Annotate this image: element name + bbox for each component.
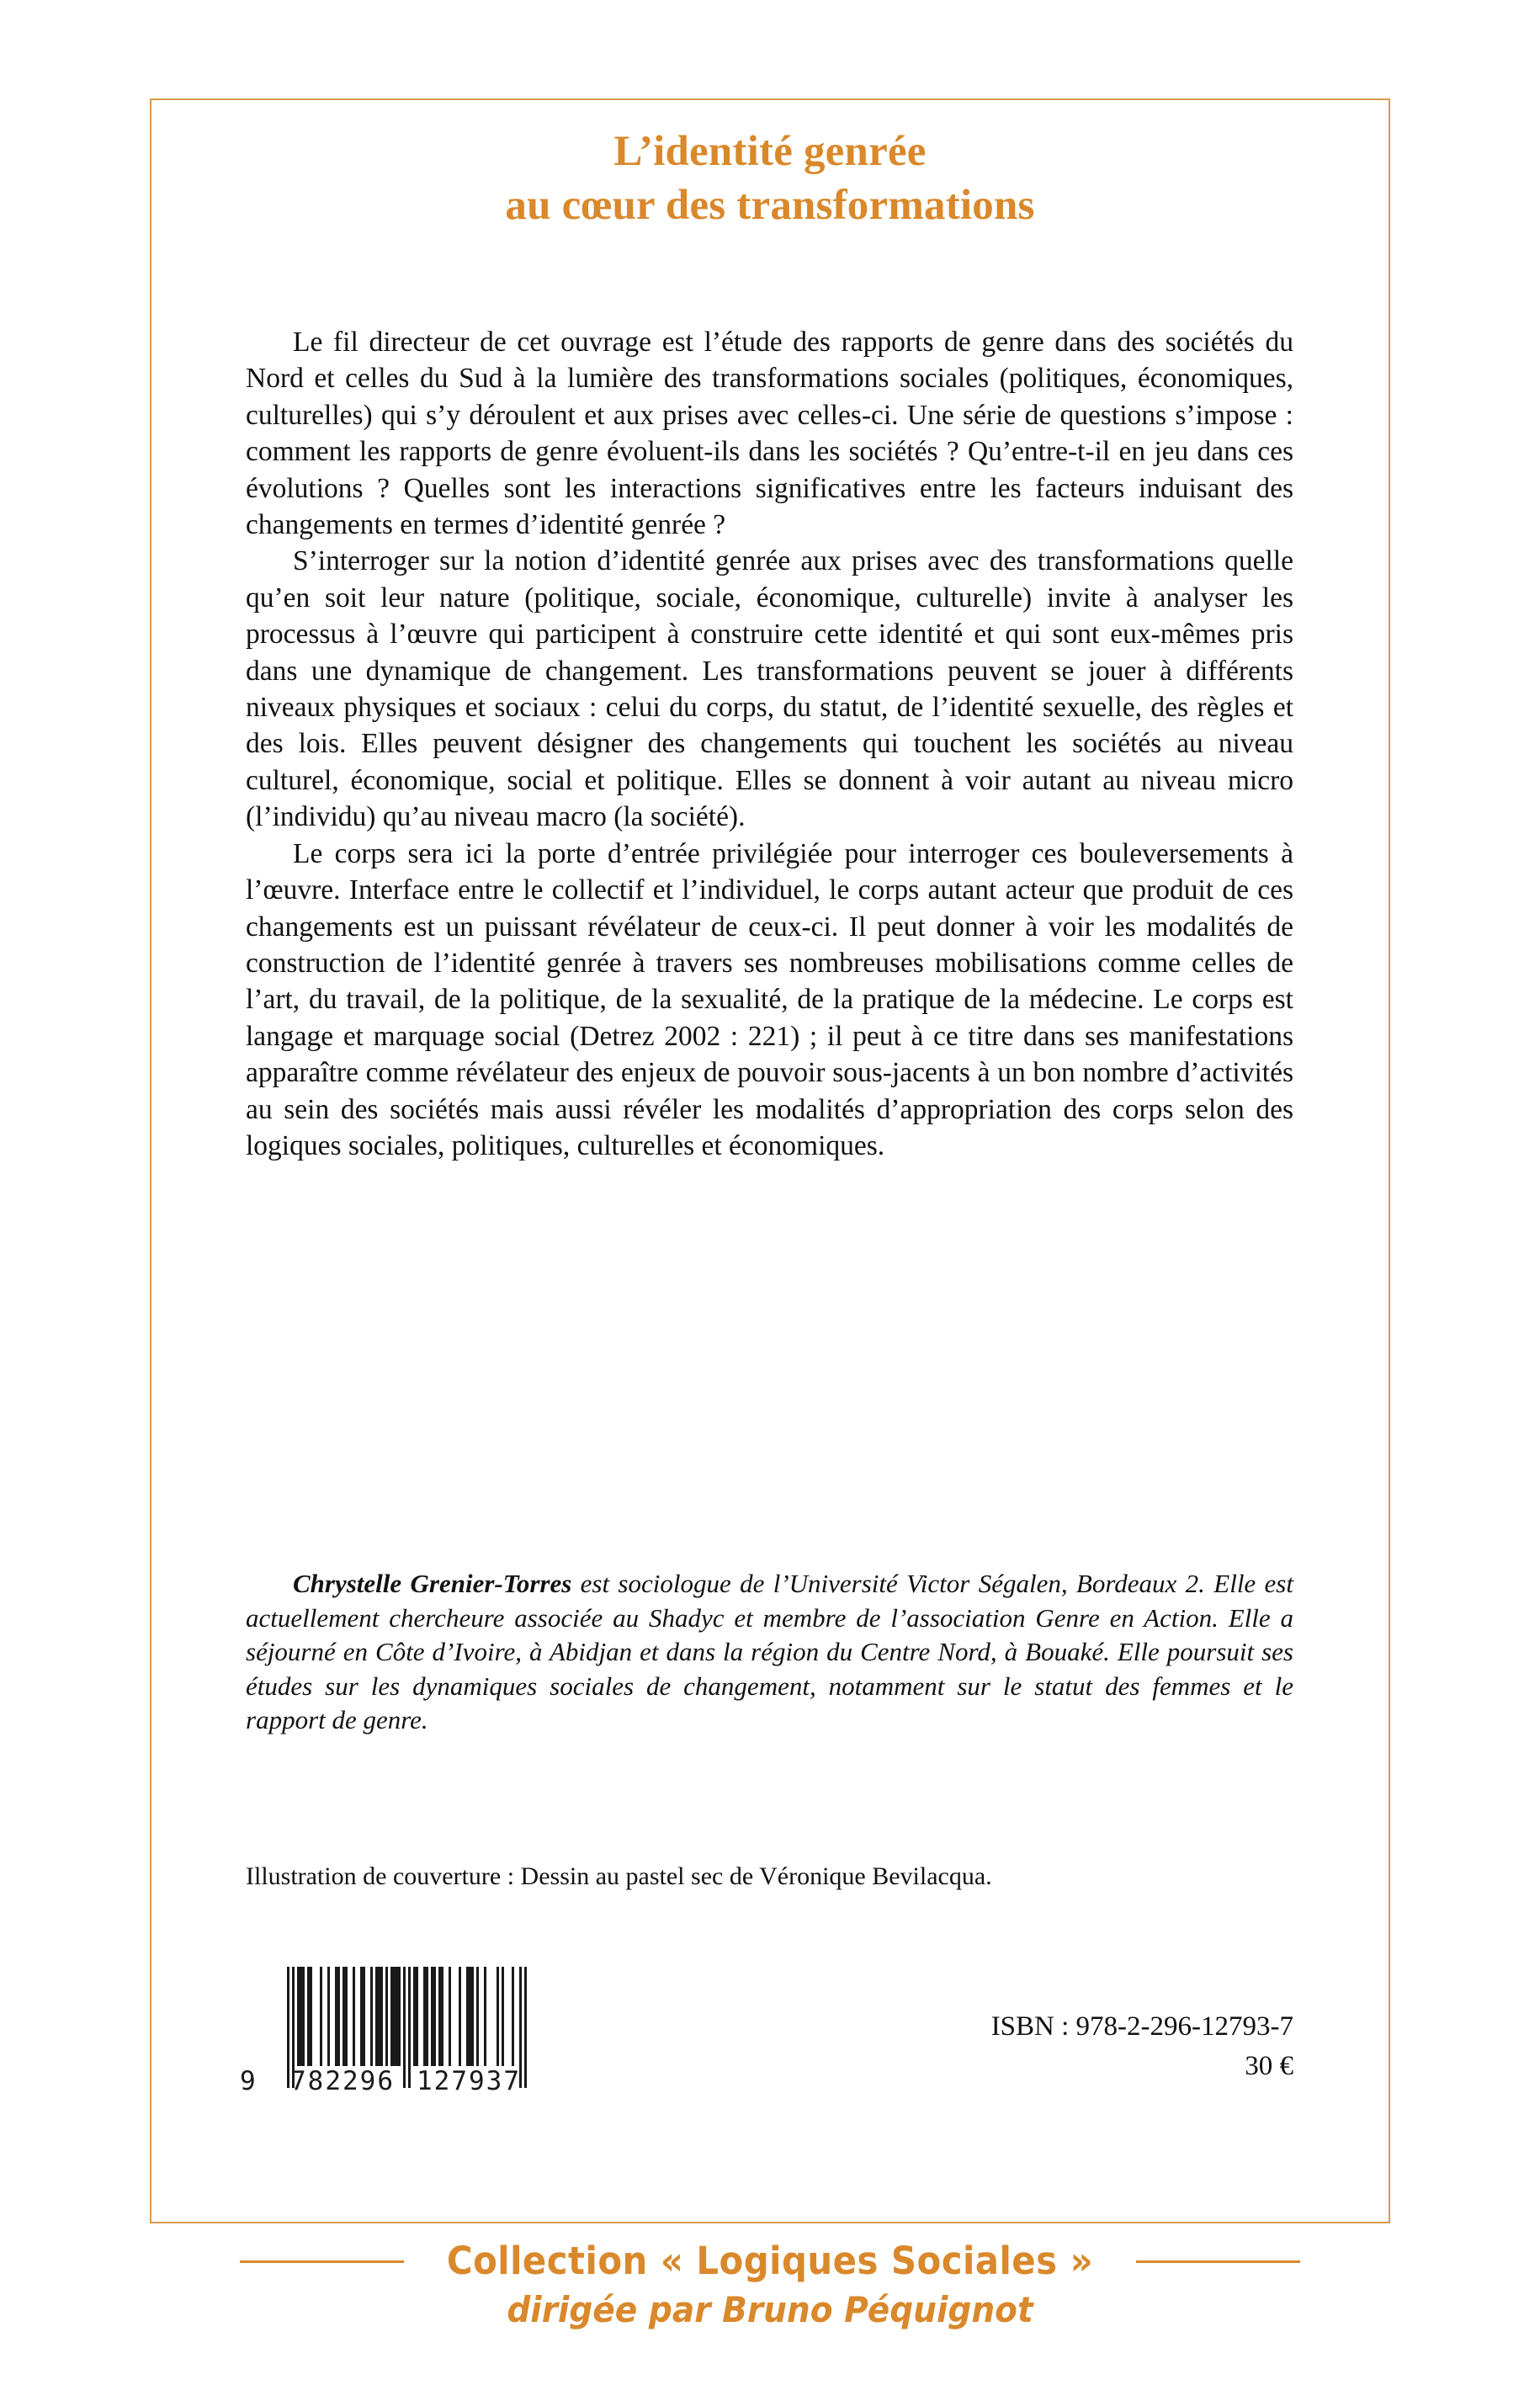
blurb-paragraph-1: Le fil directeur de cet ouvrage est l’étude des rapports de genre dans des sociétés du Nord et celles du Sud à la lumière des transformations sociales (politiques, économiques, culturelles) qui s’y déroulent et aux prises avec celles-ci. Une série de questions s’impose : comment les rapports de genre évoluent-ils dans les sociétés ? Qu’entre-t-il en jeu dans ces évolutions ? Quelles sont les interactions significatives entre les facteurs induisant des changements en termes d’identité genrée ? [246, 327, 1293, 541]
blurb-paragraph-3: Le corps sera ici la porte d’entrée privilégiée pour interroger ces bouleversements à l’œuvre. Interface entre le collectif et l’individuel, le corps autant acteur que produit de ces changements est un puissant révélateur de ceux-ci. Il peut donner à voir les modalités de construction de l’identité genrée à travers ses nombreuses mobilisations comme celles de l’art, du travail, de la politique, de la sexualité, de la pratique de la médecine. Le corps est langage et marquage social (Detrez 2002 : 221) ; il peut à ce titre dans ses manifestations apparaître comme révélateur des enjeux de pouvoir sous-jacents à un bon nombre d’activités au sein des sociétés mais aussi révéler les modalités d’appropriation des corps selon des logiques sociales, politiques, culturelles et économiques. [246, 837, 1293, 1161]
author-biography-text: est sociologue de l’Université Victor Ségalen, Bordeaux 2. Elle est actuellement chercheure associée au Shadyc et membre de l’association Genre en Action. Elle a séjourné en Côte d’Ivoire, à Abidjan et dans la région du Centre Nord, à Bouaké. Elle poursuit ses études sur les dynamiques sociales de changement, notamment sur le statut des femmes et le rapport de genre. [246, 1569, 1293, 1734]
book-title-line-2: au cœur des transformations [505, 182, 1035, 229]
book-title [192, 125, 1348, 232]
isbn-value: ISBN : 978-2-296-12793-7 [990, 2011, 1293, 2042]
author-biography [246, 1567, 1293, 1738]
price-value: 30 € [1245, 2051, 1293, 2081]
author-biography-paragraph [246, 1567, 1293, 1738]
barcode-bars [287, 1967, 527, 2066]
barcode-lead-digit: 9 [240, 2066, 258, 2096]
isbn-and-price [757, 2007, 1293, 2086]
barcode-right-group: 127937 [417, 2066, 521, 2096]
collection-title-row [150, 2239, 1390, 2284]
back-cover-blurb [246, 324, 1293, 1164]
barcode-digits [238, 2066, 592, 2096]
ean13-barcode [238, 1957, 592, 2108]
blurb-paragraph-2: S’interroger sur la notion d’identité genrée aux prises avec des transformations quelle qu’en soit leur nature (politique, sociale, économique, culturelle) invite à analyser les processus à l’œuvre qui participent à construire cette identité et qui sont eux-mêmes pris dans une dynamique de changement. Les transformations peuvent se jouer à différents niveaux physiques et sociaux : celui du corps, du statut, de l’identité sexuelle, des règles et des lois. Elles peuvent désigner des changements qui touchent les sociétés au niveau culturel, économique, social et politique. Elles se donnent à voir autant au niveau micro (l’individu) qu’au niveau macro (la société). [246, 545, 1293, 833]
collection-rule-left [240, 2260, 404, 2263]
illustration-credit: Illustration de couverture : Dessin au pastel sec de Véronique Bevilacqua. [246, 1862, 992, 1890]
barcode-left-group: 782296 [290, 2066, 395, 2096]
collection-footer [150, 2239, 1390, 2333]
collection-rule-right [1136, 2260, 1300, 2263]
collection-title: Collection « Logiques Sociales » [446, 2239, 1094, 2283]
book-title-line-1: L’identité genrée [613, 128, 927, 175]
author-name: Chrystelle Grenier-Torres [293, 1569, 572, 1598]
collection-director: dirigée par Bruno Péquignot [507, 2289, 1033, 2330]
